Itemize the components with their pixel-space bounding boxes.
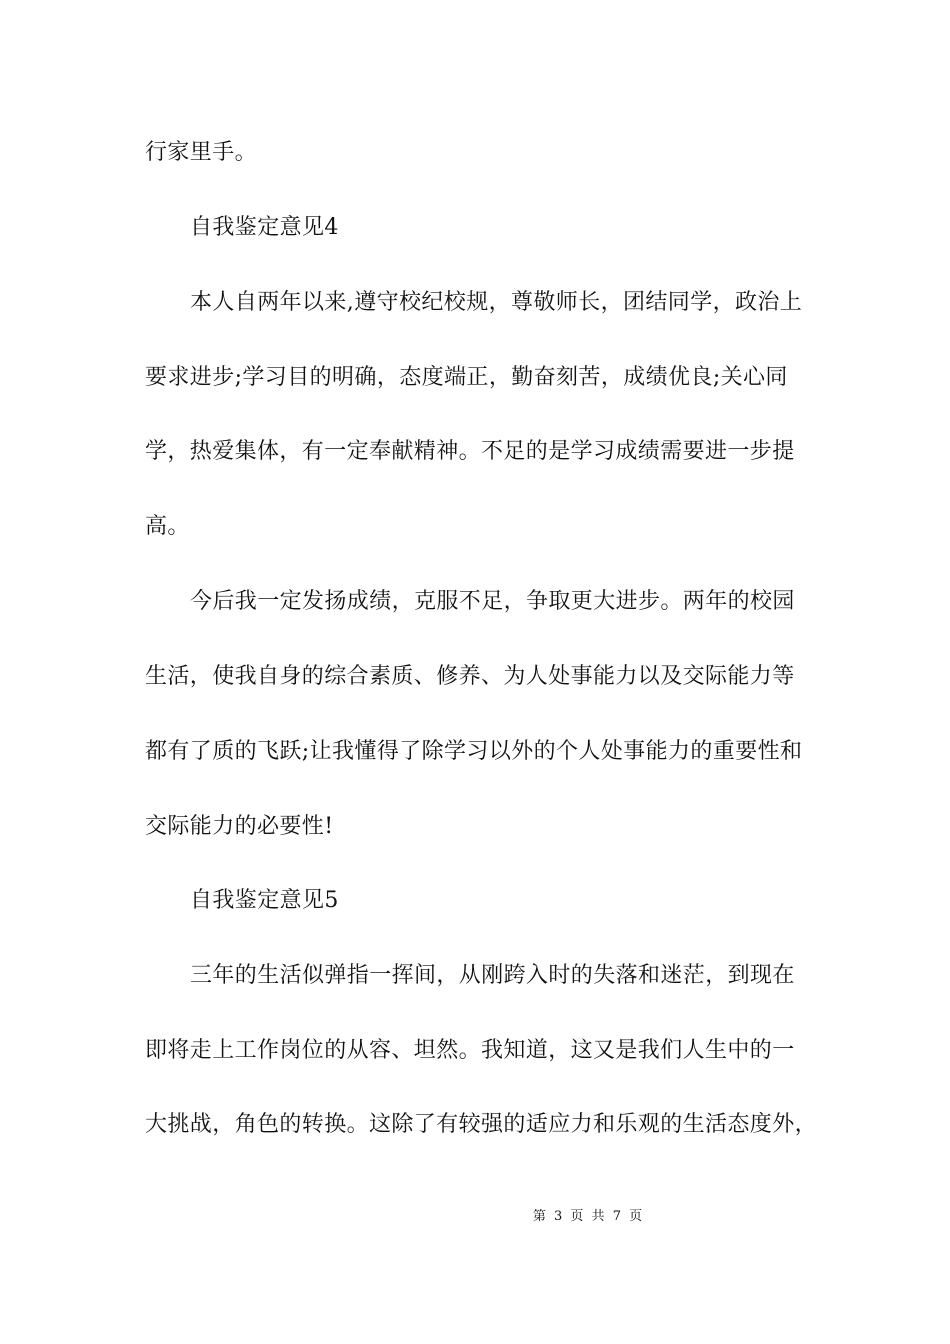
paragraph-line: 本人自两年以来,遵守校纪校规，尊敬师长，团结同学，政治上 bbox=[190, 290, 803, 315]
paragraph-line: 都有了质的飞跃;让我懂得了除学习以外的个人处事能力的重要性和 bbox=[145, 739, 803, 764]
paragraph-line: 大挑战，角色的转换。这除了有较强的适应力和乐观的生活态度外， bbox=[145, 1112, 818, 1137]
paragraph-line: 即将走上工作岗位的从容、坦然。我知道，这又是我们人生中的一 bbox=[145, 1038, 795, 1063]
page-number-footer: 第 3 页 共 7 页 bbox=[532, 1209, 643, 1224]
paragraph-line: 学，热爱集体，有一定奉献精神。不足的是学习成绩需要进一步提 bbox=[145, 439, 795, 464]
section-heading: 自我鉴定意见4 bbox=[190, 215, 339, 240]
paragraph-line: 高。 bbox=[145, 514, 190, 539]
paragraph-line: 交际能力的必要性! bbox=[145, 814, 334, 839]
paragraph-line: 三年的生活似弹指一挥间，从刚跨入时的失落和迷茫，到现在 bbox=[190, 963, 795, 988]
paragraph-line: 要求进步;学习目的明确，态度端正，勤奋刻苦，成绩优良;关心同 bbox=[145, 365, 788, 390]
paragraph-line: 行家里手。 bbox=[145, 140, 258, 165]
section-heading: 自我鉴定意见5 bbox=[190, 888, 339, 913]
paragraph-line: 生活，使我自身的综合素质、修养、为人处事能力以及交际能力等 bbox=[145, 664, 795, 689]
paragraph-line: 今后我一定发扬成绩，克服不足，争取更大进步。两年的校园 bbox=[190, 589, 795, 614]
